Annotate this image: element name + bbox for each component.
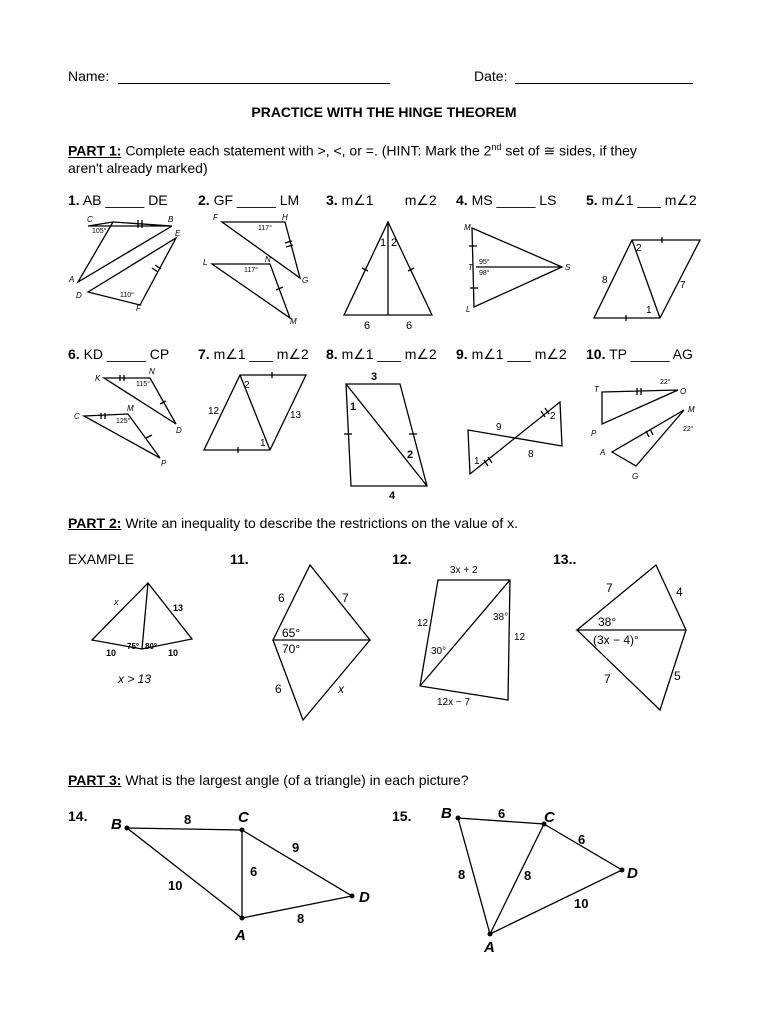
problem-8: 8. m∠1 ___ m∠2	[326, 346, 437, 362]
f2-label-M: M	[290, 317, 297, 326]
f2-angle-1: 117°	[258, 225, 272, 232]
figure-14	[111, 809, 370, 944]
figure-1	[68, 215, 181, 313]
f10-label-G: G	[632, 472, 639, 481]
part2-text: Write an inequality to describe the restrictions on the value of x.	[125, 515, 519, 531]
f14-side-AD: 8	[297, 911, 305, 926]
part1-heading: PART 1:	[68, 142, 122, 159]
f2-angle-2: 117°	[244, 267, 258, 274]
f15-side-CA: 8	[524, 868, 532, 883]
f10-angle-2: 22°	[683, 426, 694, 433]
f3-side-1: 6	[364, 320, 371, 332]
f1-label-A: A	[69, 275, 75, 284]
f10-label-T: T	[594, 385, 599, 394]
f14-side-CD: 9	[292, 840, 300, 855]
problem-12: 12.	[392, 551, 412, 567]
f2-label-L: L	[203, 258, 208, 267]
f10-angle-1: 22°	[660, 379, 671, 386]
part2-figures	[0, 560, 768, 760]
f5-angle-2: 2	[636, 243, 642, 254]
f12-angle-1: 38°	[493, 612, 509, 623]
ex-side-10b: 10	[168, 648, 179, 658]
figure-8	[344, 371, 427, 500]
f11-side-x: x	[338, 682, 344, 696]
figure-7	[204, 372, 306, 453]
f1-label-E: E	[175, 229, 181, 238]
part1-text-c: aren't already marked)	[68, 159, 208, 176]
ex-answer: x > 13	[118, 672, 152, 686]
f11-side-6a: 6	[278, 591, 285, 605]
f12-side-12b: 12	[514, 632, 526, 643]
f4-label-L: L	[466, 305, 471, 314]
f7-angle-1: 1	[260, 438, 266, 449]
f15-label-B: B	[441, 805, 452, 822]
f15-side-AD: 10	[574, 896, 589, 911]
figure-10	[591, 378, 695, 481]
problem-14: 14.	[68, 808, 88, 824]
part1-text-b: set of ≅ sides, if they	[501, 142, 637, 159]
problem-15: 15.	[392, 808, 412, 824]
part3-heading: PART 3:	[68, 772, 122, 788]
f1-label-B: B	[168, 215, 174, 224]
f5-angle-1: 1	[646, 305, 652, 316]
part1-sup: nd	[491, 142, 502, 152]
part3-text: What is the largest angle (of a triangle) in each picture?	[125, 772, 469, 788]
f2-label-N: N	[265, 255, 271, 264]
f13-side-7b: 7	[604, 672, 611, 686]
figure-6	[74, 367, 182, 468]
ex-side-13: 13	[173, 603, 184, 613]
f3-angle-1: 1	[380, 237, 387, 249]
figure-15	[441, 805, 638, 956]
f15-label-D: D	[627, 865, 638, 882]
figure-3	[344, 222, 432, 332]
f10-label-A: A	[600, 448, 606, 457]
f9-angle-1: 1	[474, 456, 480, 467]
f8-side-3: 3	[371, 371, 378, 383]
f3-angle-2: 2	[391, 237, 398, 249]
f9-angle-2: 2	[550, 411, 556, 422]
f8-angle-2: 2	[407, 449, 414, 461]
f9-side-8: 8	[528, 449, 534, 460]
f4-label-S: S	[565, 263, 571, 272]
f2-label-F: F	[213, 213, 218, 222]
f8-side-4: 4	[389, 490, 396, 500]
f6-angle-1: 115°	[136, 381, 150, 388]
ex-angle-1: 75°	[127, 642, 140, 651]
f1-label-D: D	[76, 291, 82, 300]
part3-instructions	[68, 772, 728, 789]
f14-side-BA: 10	[168, 878, 183, 893]
part2-heading: PART 2:	[68, 515, 122, 531]
f12-bottom: 12x − 7	[437, 697, 471, 708]
f6-label-M: M	[127, 404, 134, 413]
problem-1: 1. AB _____ DE	[68, 192, 168, 208]
f15-label-C: C	[544, 809, 555, 826]
f11-angle-1: 65°	[282, 626, 301, 640]
f14-label-D: D	[359, 889, 370, 906]
f2-label-H: H	[282, 213, 288, 222]
f15-side-BC: 6	[498, 806, 506, 821]
ex-side-10a: 10	[106, 648, 117, 658]
f11-angle-2: 70°	[282, 642, 301, 656]
ex-angle-2: 80°	[145, 642, 158, 651]
problem-10: 10. TP _____ AG	[586, 346, 693, 362]
f1-label-F: F	[136, 304, 141, 313]
figure-4	[464, 223, 571, 314]
f15-label-A: A	[484, 939, 495, 956]
problem-4: 4. MS _____ LS	[456, 192, 557, 208]
f13-side-7a: 7	[606, 581, 613, 595]
f14-side-CA: 6	[250, 864, 258, 879]
f14-label-B: B	[111, 816, 122, 833]
part1-figures	[0, 0, 768, 500]
f2-label-G: G	[302, 276, 309, 285]
f1-label-C: C	[87, 215, 93, 224]
f8-angle-1: 1	[350, 401, 357, 413]
f4-angle-2: 98°	[479, 270, 490, 277]
f4-angle-1: 95°	[479, 259, 490, 266]
part2-instructions	[68, 515, 728, 532]
example-label: EXAMPLE	[68, 551, 135, 567]
page-title: PRACTICE WITH THE HINGE THEOREM	[251, 104, 517, 120]
f13-side-5: 5	[674, 669, 681, 683]
problem-2: 2. GF _____ LM	[198, 192, 300, 208]
figure-13	[577, 565, 686, 710]
f14-side-BC: 8	[184, 812, 192, 827]
f12-side-12a: 12	[417, 618, 429, 629]
f15-side-BA: 8	[458, 867, 466, 882]
f12-top: 3x + 2	[450, 565, 478, 576]
ex-side-x: x	[114, 597, 119, 607]
problem-6: 6. KD _____ CP	[68, 346, 170, 362]
problem-11: 11.	[230, 551, 249, 567]
f6-label-P: P	[161, 459, 167, 468]
f5-side-7: 7	[680, 280, 686, 291]
f4-label-T: T	[468, 263, 473, 272]
figure-2	[203, 213, 308, 326]
f14-label-A: A	[235, 927, 246, 944]
f13-angle-2: (3x − 4)°	[593, 633, 639, 647]
f6-label-D: D	[176, 426, 182, 435]
figure-12	[417, 565, 526, 708]
part1-text-a: Complete each statement with >, <, or =. (HINT: Mark the 2	[125, 142, 492, 159]
f15-side-CD: 6	[578, 832, 586, 847]
f12-angle-2: 30°	[431, 646, 447, 657]
date-label: Date:	[474, 68, 508, 84]
problem-7: 7. m∠1 ___ m∠2	[198, 346, 309, 362]
name-label: Name:	[68, 68, 110, 84]
figure-9	[468, 402, 562, 474]
f9-side-9: 9	[496, 422, 502, 433]
example-figure	[92, 583, 192, 686]
f4-label-M: M	[464, 223, 471, 232]
f5-side-8: 8	[602, 275, 608, 286]
f6-label-K: K	[95, 374, 101, 383]
problem-5: 5. m∠1 ___ m∠2	[586, 192, 697, 208]
f3-side-2: 6	[406, 320, 413, 332]
problem-13: 13..	[553, 551, 577, 567]
problem-9: 9. m∠1 ___ m∠2	[456, 346, 567, 362]
f10-label-P: P	[591, 429, 597, 438]
f13-side-4: 4	[676, 585, 683, 599]
f13-angle-1: 38°	[598, 615, 617, 629]
f10-label-O: O	[680, 387, 687, 396]
f1-angle-2: 110°	[120, 292, 134, 299]
f7-angle-2: 2	[244, 380, 250, 391]
part3-figures	[0, 800, 768, 980]
f10-label-M: M	[688, 405, 695, 414]
f7-side-13: 13	[290, 410, 302, 421]
f6-label-C: C	[74, 412, 80, 421]
f11-side-6b: 6	[275, 682, 282, 696]
f6-angle-2: 125°	[116, 418, 131, 425]
f11-side-7: 7	[342, 591, 349, 605]
figure-5	[594, 237, 700, 321]
f1-angle-1: 105°	[92, 228, 107, 235]
f6-label-N: N	[149, 367, 155, 376]
f14-label-C: C	[238, 809, 249, 826]
problem-3: 3. m∠1 m∠2	[326, 192, 437, 208]
figure-11	[273, 565, 370, 720]
f7-side-12: 12	[208, 406, 220, 417]
